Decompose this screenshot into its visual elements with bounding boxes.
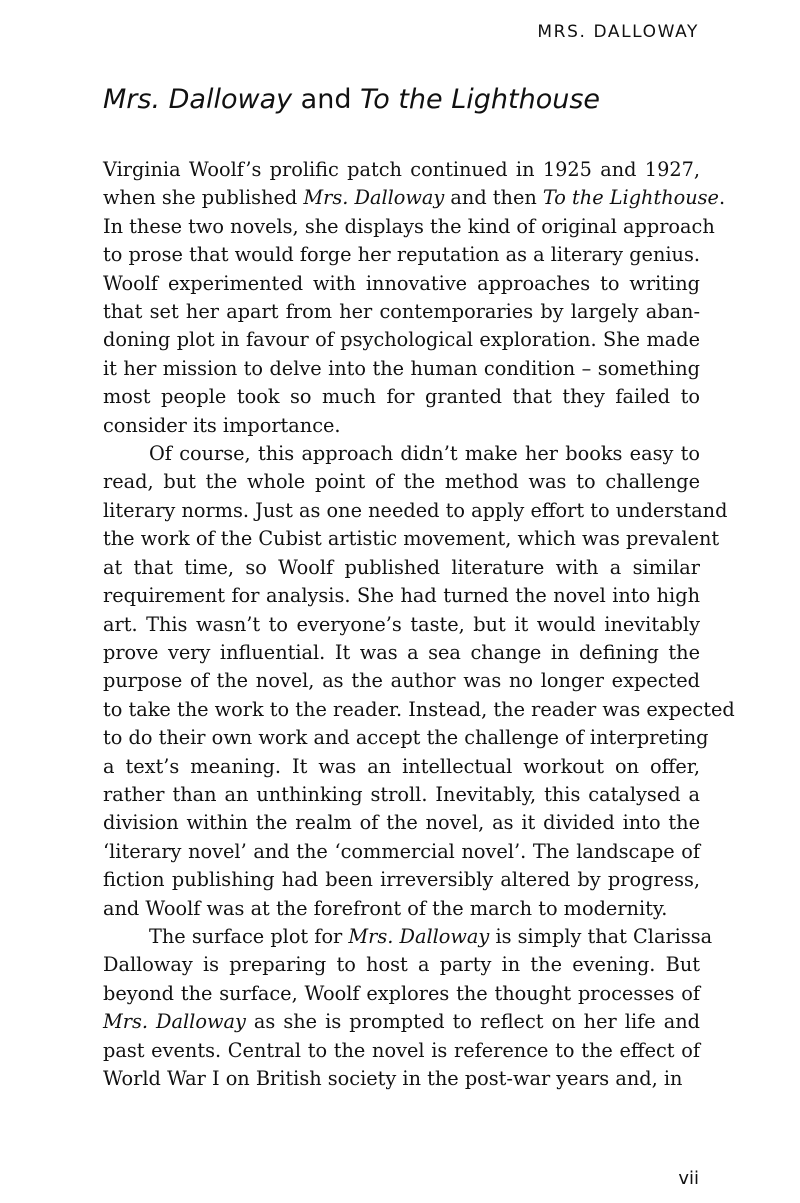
chapter-title-book-1: Mrs. Dalloway — [103, 84, 293, 115]
text-line: The surface plot for Mrs. Dalloway is simply that Clarissa — [149, 924, 713, 948]
text-line: and Woolf was at the forefront of the march to modernity. — [103, 896, 668, 920]
paragraph-3 — [103, 923, 713, 1093]
text-line: the work of the Cubist artistic movement, which was prevalent — [103, 527, 720, 551]
text-line: art. This wasn’t to everyone’s taste, but it would inevitably — [103, 612, 700, 636]
text-line: division within the realm of the novel, as it divided into the — [103, 811, 700, 835]
text-line: a text’s meaning. It was an intellectual workout on offer, — [103, 754, 700, 778]
text-line: In these two novels, she displays the kind of original approach — [103, 214, 715, 238]
text-line: literary norms. Just as one needed to apply effort to understand — [103, 498, 728, 522]
text-line: beyond the surface, Woolf explores the thought processes of — [103, 981, 700, 1005]
running-head: MRS. DALLOWAY — [537, 22, 699, 42]
text-line: Dalloway is preparing to host a party in the evening. But — [103, 953, 700, 977]
page-number: vii — [678, 1168, 699, 1189]
text-line: read, but the whole point of the method was to challenge — [103, 470, 700, 494]
text-line: requirement for analysis. She had turned the novel into high — [103, 584, 700, 608]
text-line: past events. Central to the novel is reference to the effect of — [103, 1038, 700, 1062]
text-line: prove very influential. It was a sea change in defining the — [103, 640, 700, 664]
chapter-title-book-2: To the Lighthouse — [360, 84, 601, 115]
text-line: it her mission to delve into the human condition – something — [103, 356, 700, 380]
text-line: to prose that would forge her reputation as a literary genius. — [103, 243, 700, 267]
text-line: World War I on British society in the post-war years and, in — [103, 1067, 683, 1090]
text-line: when she published Mrs. Dalloway and then To the Lighthouse. — [103, 186, 726, 210]
paragraph-1 — [103, 156, 726, 440]
text-line: at that time, so Woolf published literature with a similar — [103, 555, 700, 579]
text-line: that set her apart from her contemporaries by largely aban- — [103, 300, 700, 324]
chapter-title — [103, 84, 600, 115]
paragraph-2 — [103, 440, 735, 923]
text-line: to take the work to the reader. Instead, the reader was expected — [103, 697, 735, 721]
text-line: doning plot in favour of psychological exploration. She made — [103, 328, 700, 352]
text-line: Woolf experimented with innovative approaches to writing — [103, 271, 700, 295]
text-line: to do their own work and accept the challenge of interpreting — [103, 726, 709, 750]
text-line: most people took so much for granted that they failed to — [103, 385, 700, 409]
text-line: fiction publishing had been irreversibly altered by progress, — [103, 868, 700, 892]
text-line: ‘literary novel’ and the ‘commercial novel’. The landscape of — [103, 839, 700, 863]
body-text — [103, 156, 735, 1093]
text-line: Mrs. Dalloway as she is prompted to reflect on her life and — [103, 1010, 700, 1034]
text-line: consider its importance. — [103, 413, 341, 437]
chapter-title-conjunction: and — [292, 84, 361, 115]
text-line: Virginia Woolf’s prolific patch continued in 1925 and 1927, — [103, 158, 700, 181]
text-line: rather than an unthinking stroll. Inevitably, this catalysed a — [103, 782, 700, 806]
text-line: Of course, this approach didn’t make her books easy to — [149, 442, 700, 466]
text-line: purpose of the novel, as the author was no longer expected — [103, 669, 700, 693]
